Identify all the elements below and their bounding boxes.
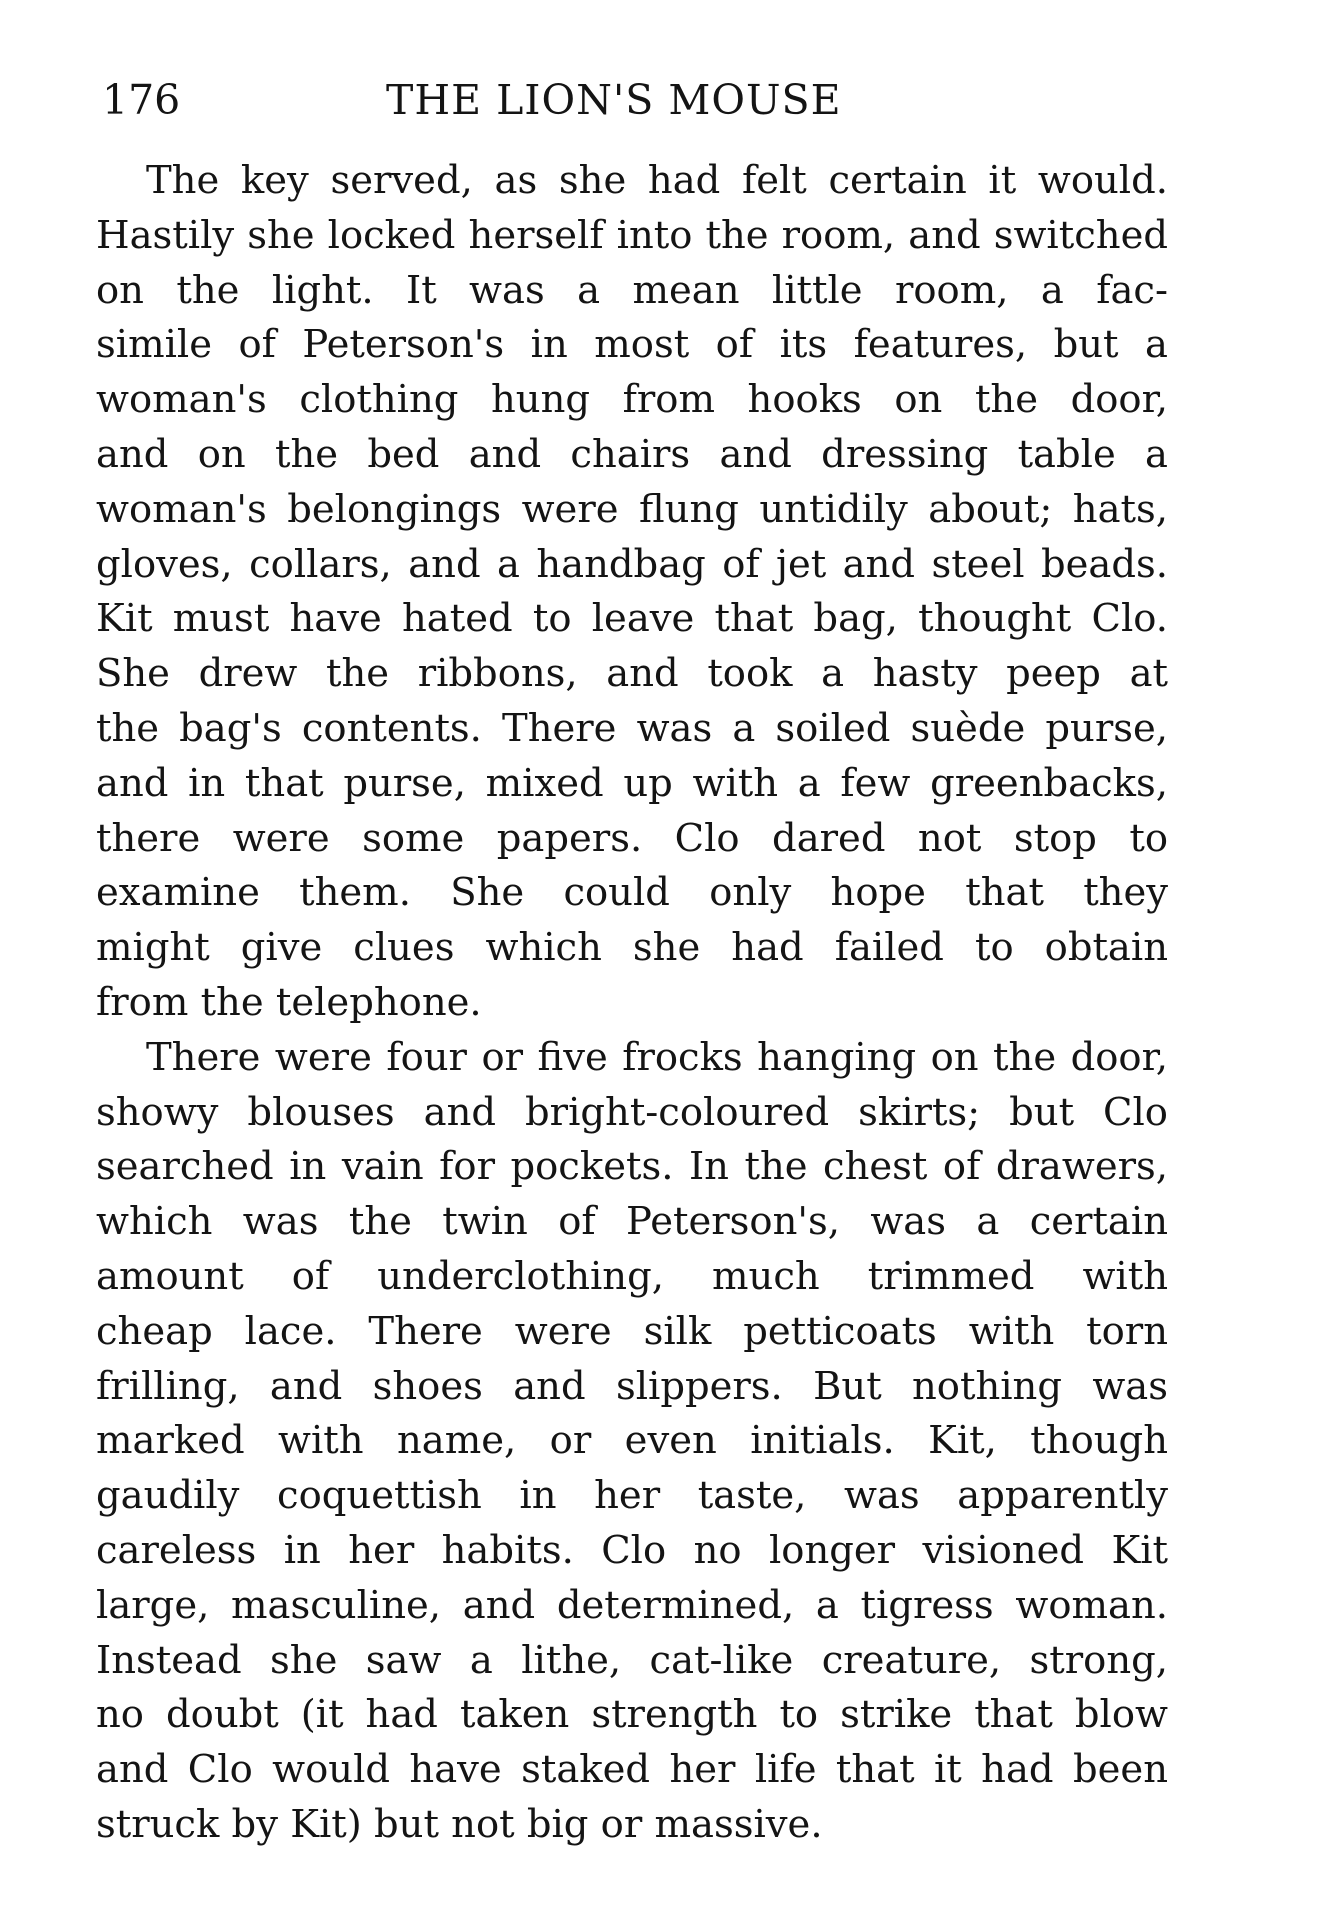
text-line: cheap lace. There were silk petticoats with torn xyxy=(96,1308,1168,1354)
text-line: woman's belongings were flung untidily about; hats, xyxy=(96,486,1168,532)
book-page xyxy=(96,70,1168,1853)
text-line: and on the bed and chairs and dressing table a xyxy=(96,431,1168,477)
text-line: There were four or five frocks hanging on the door, xyxy=(146,1034,1168,1080)
text-line: struck by Kit) but not big or massive. xyxy=(96,1801,823,1847)
text-line: frilling, and shoes and slippers. But nothing was xyxy=(96,1363,1168,1409)
text-line: She drew the ribbons, and took a hasty peep at xyxy=(96,651,1168,697)
text-line: marked with name, or even initials. Kit, though xyxy=(96,1418,1168,1464)
text-line: might give clues which she had failed to obtain xyxy=(96,925,1168,971)
text-line: and Clo would have staked her life that it had been xyxy=(96,1747,1168,1793)
page-number: 176 xyxy=(102,76,181,124)
text-line: no doubt (it had taken strength to strike that blow xyxy=(96,1692,1168,1738)
text-line: The key served, as she had felt certain it would. xyxy=(146,158,1168,203)
text-line: large, masculine, and determined, a tigress woman. xyxy=(96,1582,1168,1628)
page-header xyxy=(96,70,1168,130)
text-line: careless in her habits. Clo no longer visioned Kit xyxy=(96,1527,1168,1573)
text-line: which was the twin of Peterson's, was a certain xyxy=(96,1199,1168,1245)
text-line: examine them. She could only hope that they xyxy=(96,870,1168,916)
body-text xyxy=(96,154,1168,1853)
text-line: Instead she saw a lithe, cat-like creature, strong, xyxy=(96,1637,1168,1683)
text-line: gaudily coquettish in her taste, was apparently xyxy=(96,1473,1168,1519)
text-line: woman's clothing hung from hooks on the door, xyxy=(96,377,1168,423)
text-line: the bag's contents. There was a soiled suède purse, xyxy=(96,705,1168,751)
paragraph-1 xyxy=(96,154,1168,1031)
text-line: there were some papers. Clo dared not stop to xyxy=(96,815,1168,861)
text-line: searched in vain for pockets. In the chest of drawers, xyxy=(96,1144,1168,1190)
text-line: and in that purse, mixed up with a few greenbacks, xyxy=(96,760,1168,806)
text-line: Hastily she locked herself into the room, and switched xyxy=(96,212,1168,258)
text-line: showy blouses and bright-coloured skirts; but Clo xyxy=(96,1089,1168,1135)
paragraph-2 xyxy=(96,1031,1168,1853)
text-line: simile of Peterson's in most of its features, but a xyxy=(96,322,1168,368)
text-line: on the light. It was a mean little room, a fac- xyxy=(96,267,1168,313)
running-title: THE LION'S MOUSE xyxy=(386,76,842,124)
text-line: gloves, collars, and a handbag of jet and steel beads. xyxy=(96,541,1168,587)
text-line: amount of underclothing, much trimmed with xyxy=(96,1253,1168,1299)
text-line: Kit must have hated to leave that bag, thought Clo. xyxy=(96,596,1168,642)
text-line: from the telephone. xyxy=(96,979,482,1025)
